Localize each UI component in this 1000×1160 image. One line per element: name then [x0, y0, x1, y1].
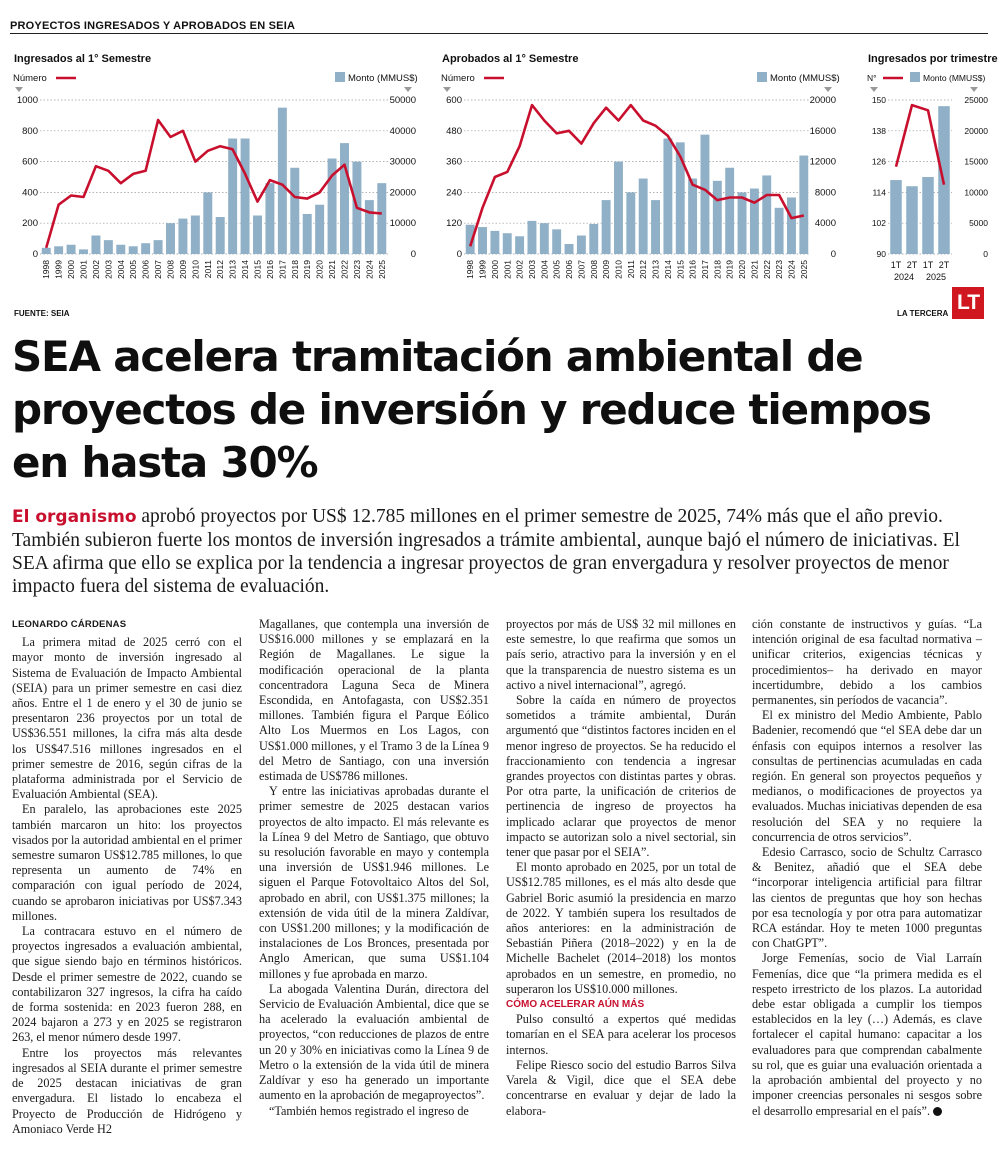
category-year-label: 2025: [925, 272, 947, 282]
right-tick-label: 5000: [969, 218, 988, 229]
category-label: 2016: [687, 260, 698, 279]
bar: [290, 168, 299, 254]
paragraph: proyectos por más de US$ 32 mil millones en este semestre, lo que reafirma que somos un país serio, atractivo para la inversión y en el que la transparencia de nuestro sistema es un activo a nivel internacional”, agregó.: [506, 617, 736, 692]
category-label: 2015: [252, 260, 263, 279]
left-tick-label: 126: [871, 156, 886, 167]
left-tick-label: 102: [871, 218, 886, 229]
left-tick-label: 600: [446, 95, 462, 106]
deck-text: aprobó proyectos por US$ 12.785 millones en el primer semestre de 2025, 74% más que el año previo. También subieron fuerte los montos de inversión ingresados a trámite ambiental, aunque bajó el número de iniciativas. El SEA afirma que ello se explica por la tendencia a ingresar proyectos de gran envergadura y resolver proyectos de menor impacto fuera del sistema de evaluación.: [12, 506, 960, 597]
paragraph: Y entre las iniciativas aprobadas durante el primer semestre de 2025 destacan varios proyectos de alto impacto. El más relevante es la Línea 9 del Metro de Santiago, que obtuvo su resolución favorable en mayo y contempla una inversión de US$1.946 millones. Le siguen el Parque Fotovoltaico Altos del Sol, aprobado en abril, con US$1.375 millones; la extensión de vida útil de la minera Zaldívar, con US$1.200 millones; y la modificación de instalaciones de Los Bronces, presentada por Anglo American, que suma US$1.104 millones y fue aprobada en marzo.: [259, 784, 489, 981]
legend-amount-label: Monto (MMUS$): [770, 73, 840, 84]
bar: [725, 168, 734, 254]
category-label: 1999: [477, 260, 488, 279]
subhead: CÓMO ACELERAR AÚN MÁS: [506, 999, 645, 1011]
left-tick-label: 1000: [16, 95, 38, 106]
legend-amount-swatch: [910, 72, 920, 82]
category-label: 2019: [302, 260, 313, 279]
left-tick-label: 360: [446, 156, 462, 168]
category-label: 2000: [489, 260, 500, 279]
bar: [265, 183, 274, 254]
category-label: 2006: [140, 260, 151, 279]
category-label: 2024: [364, 260, 375, 279]
deck-lead: El organismo: [12, 507, 137, 527]
bar: [191, 216, 200, 255]
legend-number-label: N°: [867, 73, 877, 83]
chart-aprobados: [436, 68, 846, 288]
right-tick-label: 20000: [389, 187, 416, 199]
bar: [478, 227, 487, 254]
paragraph: Edesio Carrasco, socio de Schultz Carrasco & Benitez, añadió que el SEA debe “incorporar inteligencia artificial para filtrar las cientos de preguntas que hoy son hechas por esa tecnología y por otra para automatizar RCA estándar. Hoy te meten 1000 preguntas con ChatGPT”.: [752, 845, 982, 951]
category-label: 2001: [502, 260, 513, 279]
category-label: 2014: [240, 260, 251, 279]
category-label: 2015: [675, 260, 686, 279]
byline: LEONARDO CÁRDENAS: [12, 619, 127, 630]
bar: [602, 200, 611, 254]
category-label: 2019: [724, 260, 735, 279]
bar: [906, 186, 918, 254]
legend-amount-swatch: [757, 72, 767, 82]
bar: [750, 189, 759, 254]
column-2: [259, 617, 489, 1119]
bar: [639, 179, 648, 254]
paragraph: [752, 951, 982, 1118]
left-tick-label: 480: [446, 125, 462, 137]
category-label: 2007: [153, 260, 164, 279]
legend-amount-label: Monto (MMUS$): [348, 73, 418, 84]
category-label: 2023: [774, 260, 785, 279]
category-label: 2011: [202, 260, 213, 279]
bar: [490, 231, 499, 254]
chart2-title: Aprobados al 1° Semestre: [442, 53, 579, 65]
category-label: 2005: [551, 260, 562, 279]
category-label: 2010: [613, 260, 624, 279]
bar: [577, 236, 586, 254]
left-axis-arrow-icon: [443, 87, 451, 92]
category-label: 2T: [906, 260, 918, 270]
right-tick-label: 12000: [809, 156, 836, 168]
brand-label: LA TERCERA: [897, 309, 949, 318]
bar: [129, 246, 138, 254]
category-label: 2009: [601, 260, 612, 279]
bar: [651, 200, 660, 254]
left-tick-label: 600: [22, 156, 38, 168]
right-tick-label: 10000: [389, 218, 416, 230]
category-label: 2008: [588, 260, 599, 279]
category-label: 1T: [922, 260, 934, 270]
right-tick-label: 0: [830, 249, 836, 260]
paragraph: ción constante de instructivos y guías. “La intención original de esa facultad normativa –unificar criterios, exigencias técnicas y procedimientos– ha derivado en mayor incertidumbre, debido a los cambios permanentes, sin períodos de vacancia”.: [752, 617, 982, 708]
legend-amount-label: Monto (MMUS$): [923, 73, 986, 83]
category-label: 2025: [376, 260, 387, 279]
bar: [540, 223, 549, 254]
section-label: PROYECTOS INGRESADOS Y APROBADOS EN SEIA: [10, 20, 296, 32]
bar: [663, 139, 672, 255]
end-mark-icon: [933, 1107, 942, 1116]
left-tick-label: 90: [876, 249, 886, 259]
bar: [216, 217, 225, 254]
category-label: 2023: [351, 260, 362, 279]
category-label: 2022: [339, 260, 350, 279]
chart-trimestre: [862, 68, 992, 288]
right-tick-label: 50000: [389, 95, 416, 106]
left-tick-label: 138: [871, 125, 886, 136]
bar: [377, 183, 386, 254]
right-tick-label: 15000: [964, 156, 988, 167]
category-label: 2T: [938, 260, 950, 270]
paragraph: Entre los proyectos más relevantes ingresados al SEIA durante el primer semestre de 2025 destacan iniciativas de gran envergadura. El listado lo encabeza el Proyecto de Producción de Hidrógeno y Amoniaco Verde H2: [12, 1045, 242, 1136]
left-tick-label: 120: [446, 218, 462, 230]
bar: [762, 175, 771, 254]
bar: [688, 179, 697, 254]
right-tick-label: 25000: [964, 95, 988, 105]
legend-number-label: Número: [13, 73, 47, 84]
bar: [91, 236, 100, 254]
category-label: 2004: [115, 260, 126, 279]
category-label: 2018: [289, 260, 300, 279]
left-tick-label: 0: [456, 249, 462, 260]
category-label: 2014: [662, 260, 673, 279]
category-label: 2018: [712, 260, 723, 279]
bar: [141, 243, 150, 254]
right-tick-label: 20000: [809, 95, 836, 106]
category-label: 2012: [638, 260, 649, 279]
left-tick-label: 0: [32, 249, 38, 260]
left-axis-arrow-icon: [870, 87, 878, 92]
section-header: [10, 14, 988, 33]
right-tick-label: 8000: [814, 187, 836, 199]
paragraph: Pulso consultó a expertos qué medidas tomarían en el SEA para acelerar los procesos internos.: [506, 1012, 736, 1057]
bar: [340, 143, 349, 254]
paragraph: La contracara estuvo en el número de proyectos ingresados a evaluación ambiental, que sigue siendo bajo en términos históricos. Desde el primer semestre de 2022, cuando se contabilizaron 327 ingresos, la cifra ha caído de forma sostenida: en 2023 fueron 288, en 2024 bajaron a 273 y en 2025 se registraron 263, el menor número desde 1997.: [12, 924, 242, 1045]
category-label: 2020: [314, 260, 325, 279]
chart3-title: Ingresados por trimestre: [868, 53, 998, 65]
bar: [303, 214, 312, 254]
category-label: 2021: [327, 260, 338, 279]
right-axis-arrow-icon: [970, 87, 978, 92]
paragraph: Sobre la caída en número de proyectos sometidos a trámite ambiental, Durán argumentó que “distintos factores inciden en el menor ingreso de proyectos. Se ha reducido el fraccionamiento con tendencia a ingresar grandes proyectos con distintas partes y obras. Por otra parte, la unificación de criterios de pertinencia de ingreso de proyectos ha implicado aclarar que proyectos de menor impacto se autorizan solo a nivel sectorial, sin tener que pasar por el SEIA”.: [506, 693, 736, 860]
category-label: 2003: [103, 260, 114, 279]
bar: [154, 240, 163, 254]
paragraph: En paralelo, las aprobaciones este 2025 también marcaron un hito: los proyectos visados por la autoridad ambiental en el primer semestre sumaron US$12.785 millones, lo que representa un aumento de 74% en comparación con igual período de 2024, cuando se aprobaron iniciativas por US$7.343 millones.: [12, 802, 242, 923]
category-label: 2003: [526, 260, 537, 279]
category-year-label: 2024: [893, 272, 915, 282]
source-label: FUENTE: SEIA: [14, 309, 70, 318]
paragraph: La abogada Valentina Durán, directora del Servicio de Evaluación Ambiental, dice que se ha acelerado la evaluación ambiental de proyectos, “con reducciones de plazos de entre un 20 y 30% en iniciativas como la Línea 9 de Metro o la extensión de la vida útil de minera Zaldívar y eso ha generado un importante aumento en la aprobación de megaproyectos”.: [259, 981, 489, 1103]
paragraph: El monto aprobado en 2025, por un total de US$12.785 millones, es el más alto desde que Gabriel Boric asumió la presidencia en marzo de 2022. Y también supera los resultados de años anteriores: en la administración de Sebastián Piñera (2018–2022) y en la de Michelle Bachelet (2014–2018) los montos aprobados en un semestre, en promedio, no superaron los US$10.000 millones.: [506, 860, 736, 996]
right-tick-label: 10000: [964, 187, 988, 198]
deck: [12, 505, 992, 598]
left-tick-label: 150: [871, 95, 886, 105]
category-label: 2017: [277, 260, 288, 279]
bar: [365, 200, 374, 254]
category-label: 2002: [90, 260, 101, 279]
category-label: 2007: [576, 260, 587, 279]
category-label: 2002: [514, 260, 525, 279]
category-label: 2025: [798, 260, 809, 279]
bar: [203, 192, 212, 254]
bar: [589, 224, 598, 254]
bar: [738, 192, 747, 254]
right-axis-arrow-icon: [824, 87, 832, 92]
bar: [890, 180, 902, 254]
right-tick-label: 40000: [389, 125, 416, 137]
bar: [116, 245, 125, 254]
bar: [515, 236, 524, 254]
left-axis-arrow-icon: [15, 87, 23, 92]
right-tick-label: 0: [410, 249, 416, 260]
headline: SEA acelera tramitación ambiental de proyectos de inversión y reduce tiempos en hasta 30%: [12, 332, 931, 487]
category-label: 1998: [41, 260, 52, 279]
bar: [315, 205, 324, 254]
category-label: 2013: [227, 260, 238, 279]
category-label: 1999: [53, 260, 64, 279]
right-tick-label: 30000: [389, 156, 416, 168]
bar: [713, 181, 722, 254]
category-label: 2010: [190, 260, 201, 279]
la-tercera-logo: LT: [952, 287, 984, 319]
bar: [79, 249, 88, 254]
paragraph-text: Jorge Femenías, socio de Vial Larraín Femenías, dice que “la primera medida es el respeto irrestricto de los plazos. La autoridad debe estar obligada a cumplir los tiempos establecidos en la ley (…) Además, es clave fortalecer el capital humano: capacitar a los evaluadores para que comprendan cabalmente su rol, que es guiar una evaluación orientada a la aprobación ambiental del proyecto y no imponer creencias personales ni sesgos sobre el desarrollo empresarial en el país”.: [752, 951, 982, 1118]
category-label: 2021: [749, 260, 760, 279]
category-label: 1T: [890, 260, 902, 270]
category-label: 2005: [128, 260, 139, 279]
paragraph: Magallanes, que contempla una inversión de US$16.000 millones y se emplazará en la Región de Magallanes. Le sigue la modificación operacional de la planta concentradora Laguna Seca de Minera Escondida, en Antofagasta, con US$2.351 millones. También figura el Parque Eólico Alto Los Muermos en Los Lagos, con US$1.000 millones, y el Tramo 3 de la Línea 9 del Metro de Santiago, con una inversión estimada de US$786 millones.: [259, 617, 489, 784]
bar: [787, 197, 796, 254]
bar: [922, 177, 934, 254]
category-label: 2013: [650, 260, 661, 279]
bar: [67, 245, 76, 254]
legend-number-label: Número: [441, 73, 475, 84]
category-label: 2022: [761, 260, 772, 279]
paragraph: La primera mitad de 2025 cerró con el mayor monto de inversión ingresado al Sistema de Evaluación de Impacto Ambiental (SEIA) para un primer semestre en casi diez años. Entre el 1 de enero y el 30 de junio se presentaron 236 proyectos por un total de US$36.551 millones, la cifra más alta desde los US$47.516 millones ingresados en el primer semestre de 2016, según cifras de la plataforma administrada por el Servicio de Evaluación Ambiental (SEA).: [12, 635, 242, 802]
paragraph: Felipe Riesco socio del estudio Barros Silva Varela & Vigil, dice que el SEA debe concentrarse en evaluar y dejar de lado la elabora-: [506, 1057, 736, 1118]
bar: [503, 233, 512, 254]
left-tick-label: 240: [446, 187, 462, 199]
chart-ingresados: [8, 68, 418, 288]
category-label: 2004: [539, 260, 550, 279]
category-label: 2000: [66, 260, 77, 279]
bar: [253, 216, 262, 255]
column-4: [752, 617, 982, 1119]
bar: [799, 156, 808, 254]
category-label: 2012: [215, 260, 226, 279]
category-label: 2009: [177, 260, 188, 279]
column-3: [506, 617, 736, 1119]
category-label: 2016: [264, 260, 275, 279]
bar: [552, 229, 561, 254]
column-1: [12, 617, 242, 1137]
category-label: 2017: [699, 260, 710, 279]
bar: [278, 108, 287, 254]
bar: [104, 240, 113, 254]
right-tick-label: 4000: [814, 218, 836, 230]
chart1-title: Ingresados al 1° Semestre: [14, 53, 152, 65]
category-label: 2006: [564, 260, 575, 279]
right-tick-label: 0: [983, 249, 988, 259]
bar: [565, 244, 574, 254]
bar: [528, 221, 537, 254]
left-tick-label: 800: [22, 125, 38, 137]
category-label: 2011: [625, 260, 636, 279]
bar: [54, 246, 63, 254]
paragraph: “También hemos registrado el ingreso de: [269, 1103, 469, 1118]
right-tick-label: 20000: [964, 125, 988, 136]
category-label: 2001: [78, 260, 89, 279]
legend-amount-swatch: [335, 72, 345, 82]
left-tick-label: 114: [872, 187, 886, 198]
bar: [241, 139, 250, 255]
category-label: 2020: [737, 260, 748, 279]
left-tick-label: 400: [22, 187, 38, 199]
bar: [614, 162, 623, 254]
bar: [42, 248, 51, 254]
category-label: 2008: [165, 260, 176, 279]
right-axis-arrow-icon: [404, 87, 412, 92]
category-label: 2024: [786, 260, 797, 279]
bar: [626, 192, 635, 254]
bar: [775, 208, 784, 254]
bar: [178, 219, 187, 254]
right-tick-label: 16000: [809, 125, 836, 137]
paragraph: El ex ministro del Medio Ambiente, Pablo Badenier, recomendó que “el SEA debe dar un énfasis con equipos internos a resolver las consultas de pertinencias acumuladas en cada región. En general son proyectos pequeños y medianos, o modificaciones de proyectos ya evaluados. Muchas iniciativas dependen de esa resolución del SEA y no requiere la concurrencia de otros servicios”.: [752, 708, 982, 844]
bar: [166, 223, 175, 254]
section-divider: [10, 33, 988, 34]
number-line: [896, 105, 944, 185]
left-tick-label: 200: [22, 218, 38, 230]
bar: [701, 135, 710, 254]
category-label: 1998: [465, 260, 476, 279]
